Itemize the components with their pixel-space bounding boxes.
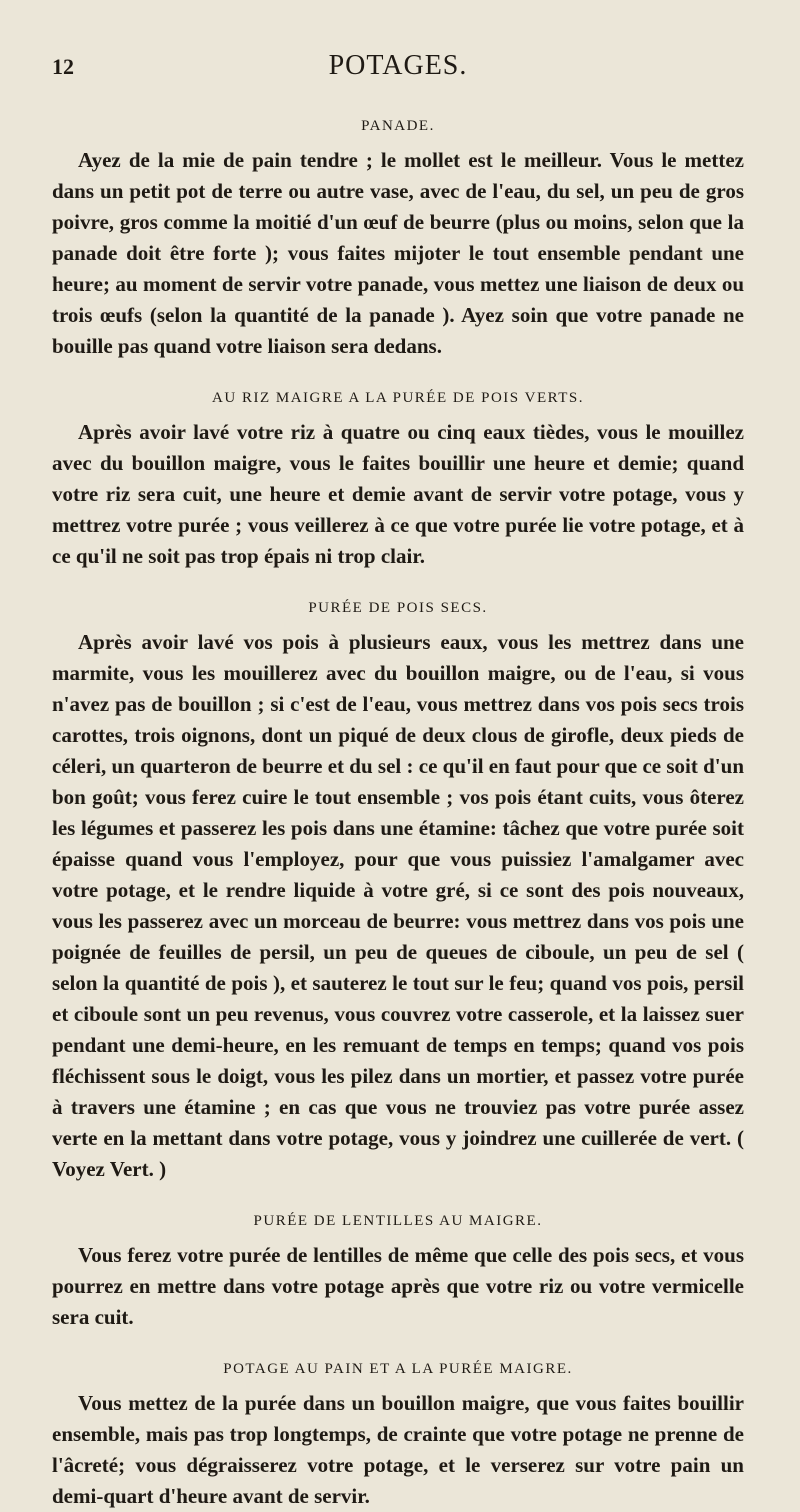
- running-head: POTAGES.: [328, 50, 468, 81]
- section-text-puree-lentilles: Vous ferez votre purée de lentilles de même que celle des pois secs, et vous pourrez en mettre dans votre potage après que votre riz ou votre vermicelle sera cuit.: [52, 1243, 744, 1329]
- section-text-riz-maigre: Après avoir lavé votre riz à quatre ou cinq eaux tièdes, vous le mouillez avec du bouillon maigre, vous le faites bouillir une heure et demie; quand votre riz sera cuit, une heure et demie avant de servir votre potage, vous y mettrez votre purée ; vous veillerez à ce que votre purée lie votre potage, et à ce qu'il ne soit pas trop épais ni trop clair.: [52, 420, 744, 568]
- section-text-puree-pois-secs: Après avoir lavé vos pois à plusieurs eaux, vous les mettrez dans une marmite, vous les mouillerez avec du bouillon maigre, ou de l'eau, si vous n'avez pas de bouillon ; si c'est de l'eau, vous mettrez dans vos pois secs trois carottes, trois oignons, dont un piqué de deux clous de girofle, deux pieds de céleri, un quarteron de beurre et du sel : ce qu'il en faut pour que ce soit d'un bon goût; vous ferez cuire le tout ensemble ; vos pois étant cuits, vous ôterez les légumes et passerez les pois dans une étamine: tâchez que votre purée soit épaisse quand vous l'employez, pour que vous puissiez l'amalgamer avec votre potage, et le rendre liquide à votre gré, si ce sont des pois nouveaux, vous les passerez avec un morceau de beurre: vous mettrez dans vos pois une poignée de feuilles de persil, un peu de queues de ciboule, un peu de sel ( selon la quantité de pois ), et sauterez le tout sur le feu; quand vos pois, persil et ciboule sont un peu revenus, vous couvrez votre casserole, et la laissez suer pendant une demi-heure, en les remuant de temps en temps; quand vos pois fléchissent sous le doigt, vous les pilez dans un mortier, et passez votre purée à travers une étamine ; en cas que vous ne trouviez pas votre purée assez verte en la mettant dans votre potage, vous y joindrez une cuillerée de vert. ( Voyez Vert. ): [52, 630, 744, 1181]
- section-title-puree-pois-secs: PURÉE DE POIS SECS.: [308, 600, 488, 616]
- page-header: [52, 40, 744, 80]
- page-number: 12: [52, 54, 74, 79]
- section-title-potage-pain: POTAGE AU PAIN ET A LA PURÉE MAIGRE.: [223, 1361, 573, 1377]
- section-title-puree-lentilles: PURÉE DE LENTILLES AU MAIGRE.: [253, 1213, 543, 1229]
- section-title-panade: PANADE.: [361, 118, 435, 134]
- section-text-potage-pain: Vous mettez de la purée dans un bouillon maigre, que vous faites bouillir ensemble, mais pas trop longtemps, de crainte que votre potage ne prenne de l'âcreté; vous dégraisserez votre potage, et le verserez sur votre pain un demi-quart d'heure avant de servir.: [52, 1391, 744, 1508]
- section-text-panade: Ayez de la mie de pain tendre ; le mollet est le meilleur. Vous le mettez dans un petit pot de terre ou autre vase, avec de l'eau, du sel, un peu de gros poivre, gros comme la moitié d'un œuf de beurre (plus ou moins, selon que la panade doit être forte ); vous faites mijoter le tout ensemble pendant une heure; au moment de servir votre panade, vous mettez une liaison de deux ou trois œufs (selon la quantité de la panade ). Ayez soin que votre panade ne bouille pas quand votre liaison sera dedans.: [52, 148, 744, 358]
- section-title-riz-maigre: AU RIZ MAIGRE A LA PURÉE DE POIS VERTS.: [212, 390, 584, 406]
